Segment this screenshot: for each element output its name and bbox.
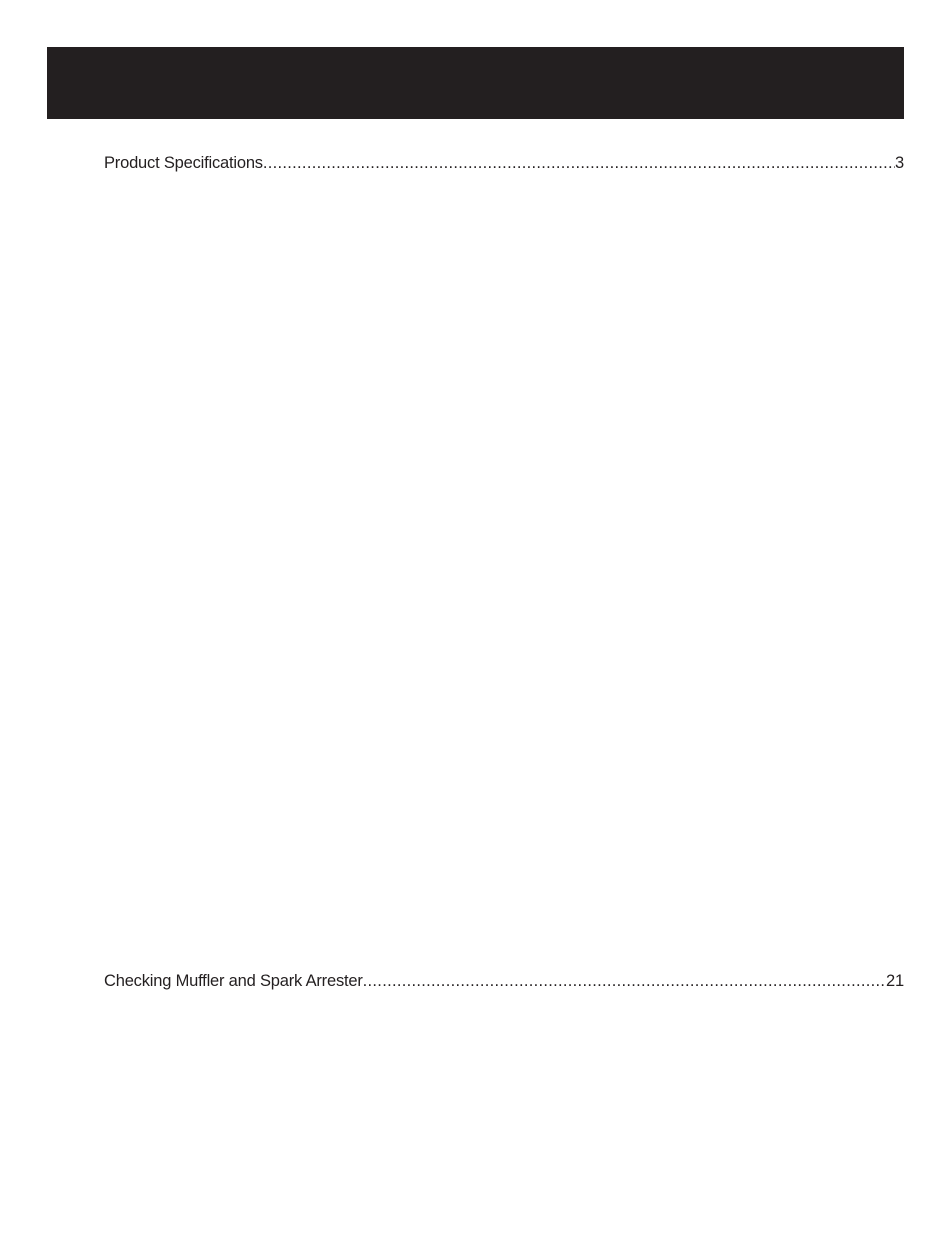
header-bar xyxy=(47,47,904,119)
toc-entry-label: Product Specifications xyxy=(104,154,263,172)
toc-entry-product-specifications[interactable] xyxy=(104,152,904,174)
toc-page-number: 21 xyxy=(886,972,904,990)
toc-entry-checking-muffler[interactable] xyxy=(104,970,904,992)
toc-dot-leader xyxy=(363,970,886,992)
toc-dot-leader xyxy=(263,152,895,174)
toc-entry-label: Checking Muffler and Spark Arrester xyxy=(104,972,363,990)
toc-page-number: 3 xyxy=(895,154,904,172)
